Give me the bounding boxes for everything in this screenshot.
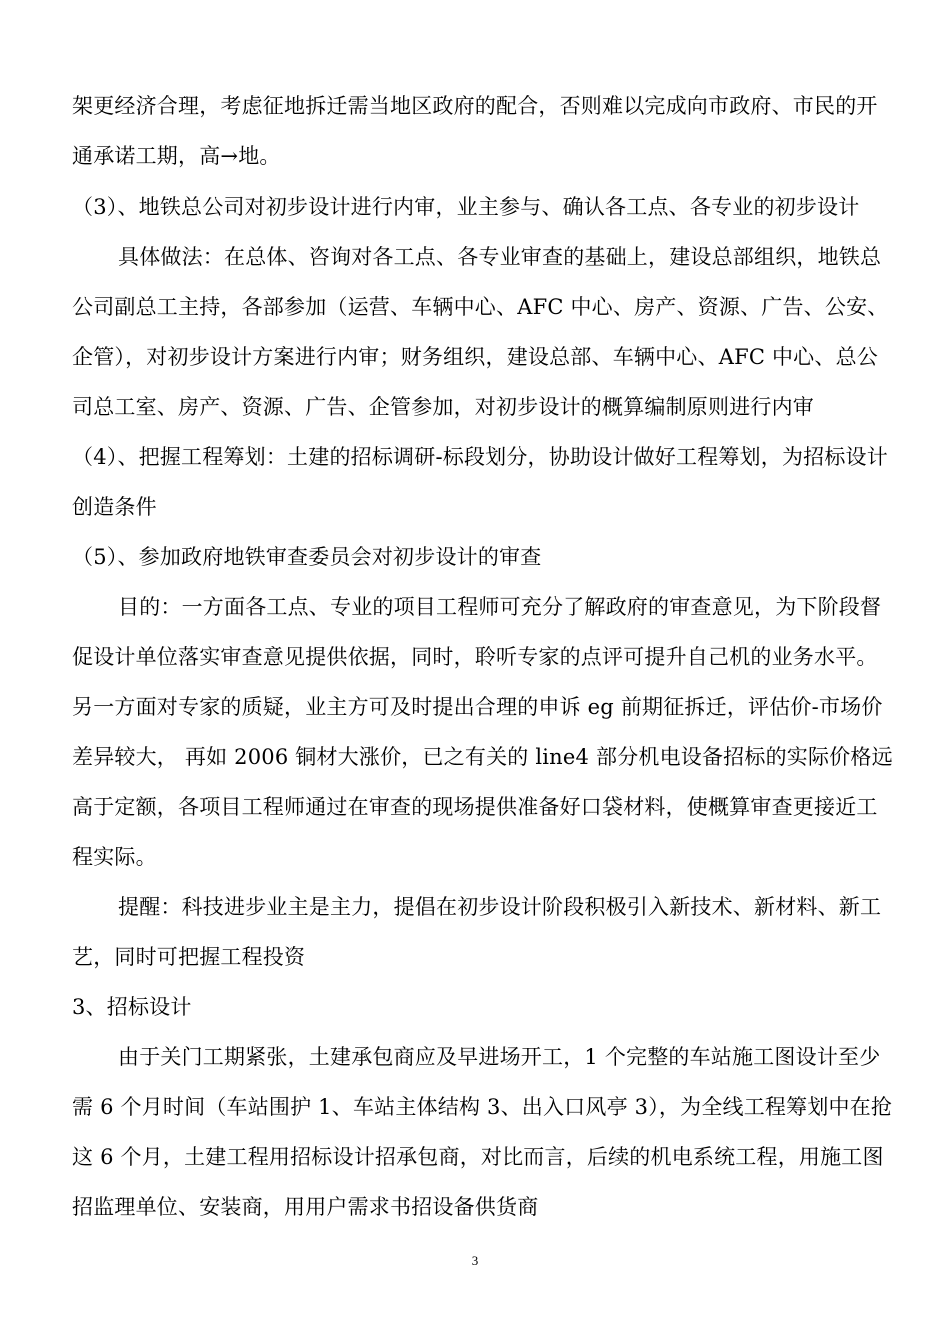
paragraph-line: 目的：一方面各工点、专业的项目工程师可充分了解政府的审查意见，为下阶段督 bbox=[118, 595, 882, 619]
section-heading-3: （3）、地铁总公司对初步设计进行内审，业主参与、确认各工点、各专业的初步设计 bbox=[72, 195, 860, 219]
section-heading-tender-design: 3、招标设计 bbox=[72, 995, 192, 1019]
paragraph-line: 另一方面对专家的质疑，业主方可及时提出合理的申诉 eg 前期征拆迁，评估价-市场价 bbox=[72, 695, 883, 719]
paragraph-line: 由于关门工期紧张，土建承包商应及早进场开工，1 个完整的车站施工图设计至少 bbox=[118, 1045, 881, 1069]
page-number: 3 bbox=[471, 1253, 479, 1268]
paragraph-line: 通承诺工期，高→地。 bbox=[72, 144, 281, 168]
paragraph-line: 这 6 个月，土建工程用招标设计招承包商，对比而言，后续的机电系统工程，用施工图 bbox=[72, 1145, 884, 1169]
paragraph-line: 需 6 个月时间（车站围护 1、车站主体结构 3、出入口风亭 3），为全线工程筹划中在抢 bbox=[72, 1095, 893, 1119]
paragraph-line: 具体做法：在总体、咨询对各工点、各专业审查的基础上，建设总部组织，地铁总 bbox=[118, 245, 882, 269]
section-heading-5: （5）、参加政府地铁审查委员会对初步设计的审查 bbox=[72, 545, 542, 569]
paragraph-line: 促设计单位落实审查意见提供依据，同时，聆听专家的点评可提升自己机的业务水平。 bbox=[72, 645, 878, 669]
paragraph-line: 架更经济合理，考虑征地拆迁需当地区政府的配合，否则难以完成向市政府、市民的开 bbox=[72, 94, 878, 118]
paragraph-line: 招监理单位、安装商，用用户需求书招设备供货商 bbox=[72, 1195, 539, 1219]
paragraph-line: 程实际。 bbox=[72, 845, 157, 869]
paragraph-line: 司总工室、房产、资源、广告、企管参加，对初步设计的概算编制原则进行内审 bbox=[72, 395, 814, 419]
paragraph-line: 艺，同时可把握工程投资 bbox=[72, 945, 306, 969]
paragraph-line: 提醒：科技进步业主是主力，提倡在初步设计阶段积极引入新技术、新材料、新工 bbox=[118, 895, 882, 919]
paragraph-line: 创造条件 bbox=[72, 495, 157, 519]
paragraph-line: 差异较大， 再如 2006 铜材大涨价，已之有关的 line4 部分机电设备招标的实际价格远 bbox=[72, 745, 893, 769]
paragraph-line: 企管），对初步设计方案进行内审；财务组织，建设总部、车辆中心、AFC 中心、总公 bbox=[72, 345, 878, 369]
paragraph-line: 公司副总工主持，各部参加（运营、车辆中心、AFC 中心、房产、资源、广告、公安、 bbox=[72, 295, 889, 319]
section-heading-4: （4）、把握工程筹划：土建的招标调研-标段划分，协助设计做好工程筹划，为招标设计 bbox=[72, 445, 888, 469]
paragraph-line: 高于定额，各项目工程师通过在审查的现场提供准备好口袋材料，使概算审查更接近工 bbox=[72, 795, 878, 819]
